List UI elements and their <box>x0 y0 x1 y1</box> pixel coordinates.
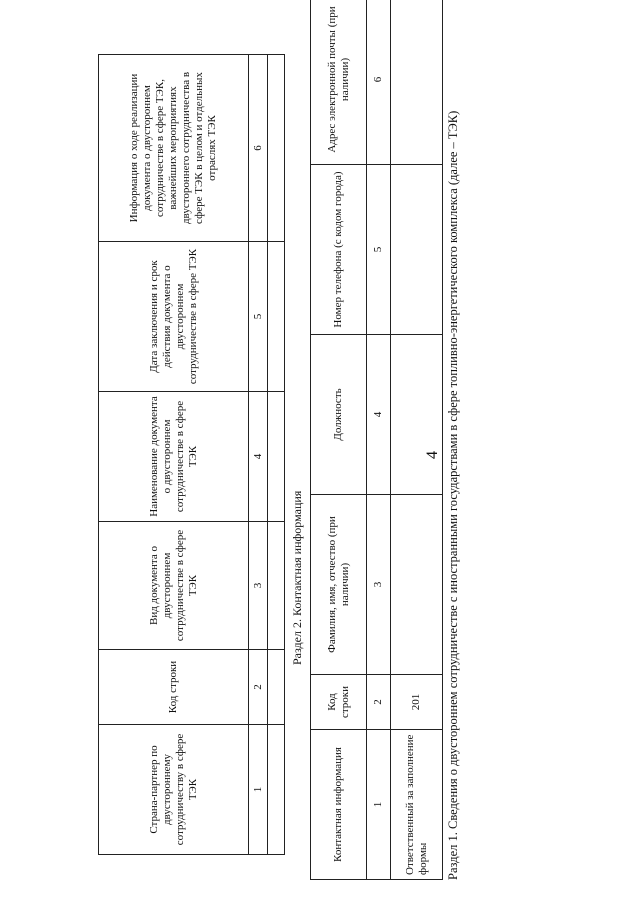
header-cell: Дата заключения и срок действия документа о двустороннем сотрудничестве в сфере ТЭК <box>99 242 249 392</box>
table-header-row <box>99 55 249 855</box>
header-cell: Наименование документа о двустороннем сотрудничестве в сфере ТЭК <box>99 392 249 522</box>
header-cell: Адрес электронной почты (при наличии) <box>311 0 367 165</box>
row-label: Ответственный за заполнение формы <box>391 730 443 880</box>
column-number: 3 <box>249 522 268 650</box>
empty-cell[interactable] <box>268 522 285 650</box>
empty-cell[interactable] <box>391 165 443 335</box>
column-number-row <box>249 55 268 855</box>
header-cell: Фамилия, имя, отчество (при наличии) <box>311 495 367 675</box>
row-code: 201 <box>391 675 443 730</box>
empty-cell[interactable] <box>391 495 443 675</box>
column-number: 2 <box>367 675 391 730</box>
section-1-table <box>98 54 285 855</box>
empty-cell[interactable] <box>268 242 285 392</box>
header-cell: Страна-партнер по двустороннему сотрудничеству в сфере ТЭК <box>99 725 249 855</box>
header-cell: Вид документа о двустороннем сотрудничестве в сфере ТЭК <box>99 522 249 650</box>
table-header-row <box>311 0 367 880</box>
table-row <box>391 0 443 880</box>
section-2-table <box>310 0 443 880</box>
column-number: 2 <box>249 650 268 725</box>
column-number: 6 <box>249 55 268 242</box>
column-number: 4 <box>367 335 391 495</box>
column-number: 5 <box>367 165 391 335</box>
empty-cell[interactable] <box>268 650 285 725</box>
empty-cell[interactable] <box>268 55 285 242</box>
column-number: 3 <box>367 495 391 675</box>
column-number: 1 <box>367 730 391 880</box>
column-number-row <box>367 0 391 880</box>
empty-cell[interactable] <box>268 392 285 522</box>
header-cell: Информация о ходе реализации документа о двустороннем сотрудничестве в сфере ТЭК, важнейших мероприятиях двустороннего сотрудничества в сфере ТЭК в целом и отдельных отраслях ТЭК <box>99 55 249 242</box>
table-row <box>268 55 285 855</box>
section-1-title: Раздел 1. Сведения о двустороннем сотрудничестве с иностранными государствами в сфере топливно-энергетического комплекса (далее – ТЭК) <box>446 110 460 880</box>
empty-cell[interactable] <box>391 335 443 495</box>
column-number: 5 <box>249 242 268 392</box>
column-number: 6 <box>367 0 391 165</box>
column-number: 1 <box>249 725 268 855</box>
header-cell: Код строки <box>311 675 367 730</box>
section-2-title: Раздел 2. Контактная информация <box>290 490 304 665</box>
empty-cell[interactable] <box>391 0 443 165</box>
header-cell: Контактная информация <box>311 730 367 880</box>
header-cell: Код строки <box>99 650 249 725</box>
page-number: 4 <box>424 451 441 459</box>
empty-cell[interactable] <box>268 725 285 855</box>
column-number: 4 <box>249 392 268 522</box>
header-cell: Номер телефона (с кодом города) <box>311 165 367 335</box>
header-cell: Должность <box>311 335 367 495</box>
